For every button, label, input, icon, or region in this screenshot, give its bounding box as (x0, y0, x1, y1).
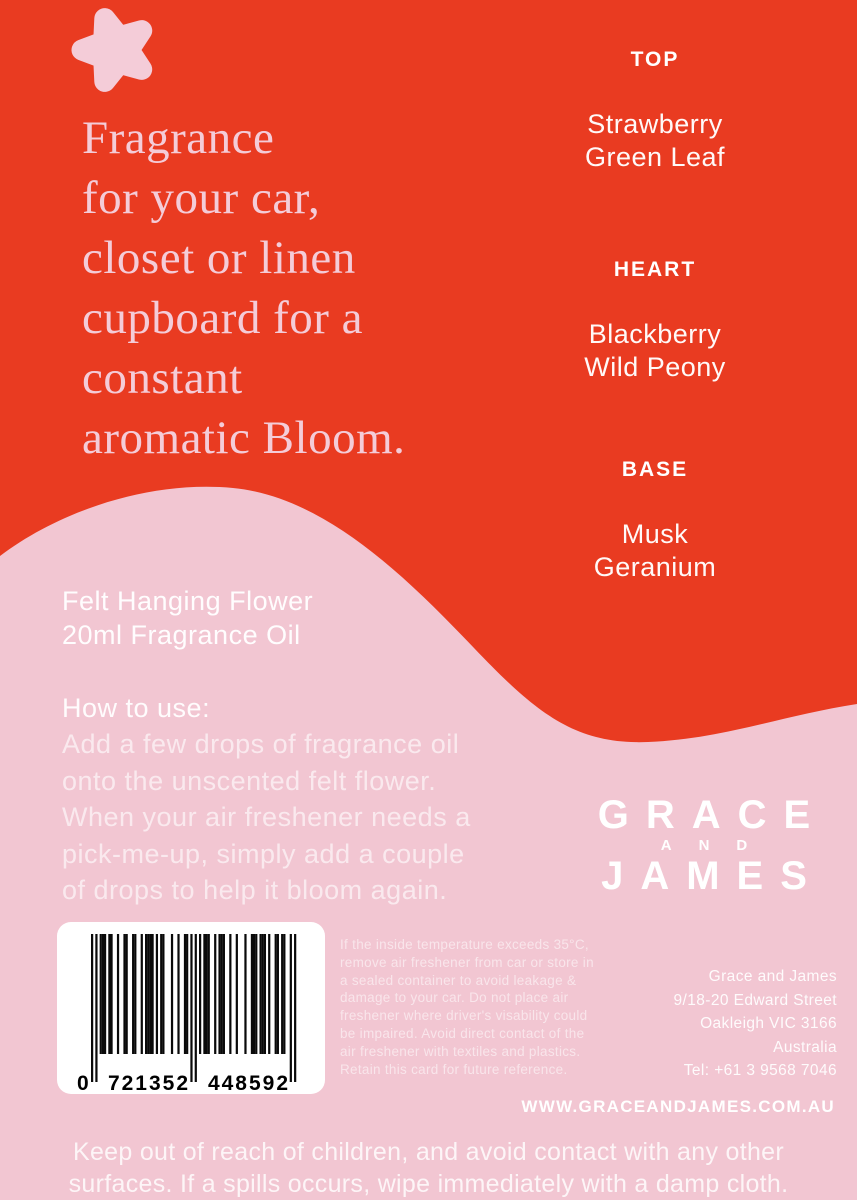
address-line: Grace and James (708, 968, 837, 985)
footer-line: surfaces. If a spills occurs, wipe immediately with a damp cloth. (68, 1170, 789, 1198)
how-to-use-line: When your air freshener needs a (62, 802, 471, 832)
how-to-use-line: pick-me-up, simply add a couple (62, 838, 465, 869)
star-blob-icon (60, 2, 172, 104)
address-line: Australia (773, 1038, 837, 1056)
warning-line: damage to your car. Do not place air (340, 990, 569, 1006)
scent-note-top (495, 48, 815, 174)
note-ingredient: Strawberry (587, 109, 723, 139)
address-line: Tel: +61 3 9568 7046 (683, 1062, 837, 1079)
headline-line: closet or linen (82, 232, 356, 284)
note-ingredient: Wild Peony (584, 352, 726, 382)
headline (82, 108, 405, 468)
warning-line: remove air freshener from car or store in (340, 954, 594, 970)
how-to-use-line: Add a few drops of fragrance oil (62, 729, 460, 759)
warning-line: If the inside temperature exceeds 35°C, (340, 937, 589, 952)
website-url: WWW.GRACEANDJAMES.COM.AU (521, 1097, 835, 1116)
how-to-use-section (62, 690, 471, 909)
warning-line: a sealed container to avoid leakage & (340, 972, 577, 988)
headline-line: cupboard for a (82, 292, 364, 344)
note-ingredient: Green Leaf (584, 142, 726, 172)
note-ingredient: Geranium (593, 552, 717, 582)
barcode-bars (71, 934, 311, 1094)
barcode-group2: 448592 (207, 1072, 291, 1094)
brand-logo (578, 794, 830, 897)
footer-line: Keep out of reach of children, and avoid contact with any other (72, 1138, 784, 1166)
note-ingredient: Blackberry (588, 319, 722, 349)
note-ingredient: Musk (621, 519, 689, 549)
logo-james: JAMES (601, 854, 824, 898)
logo-grace: GRACE (597, 793, 828, 837)
note-label: BASE (621, 458, 689, 481)
barcode-group1: 721352 (107, 1072, 191, 1094)
scent-note-base (495, 458, 815, 584)
how-to-use-line: of drops to help it bloom again. (62, 875, 448, 905)
barcode-lead-digit: 0 (77, 1072, 89, 1094)
headline-line: for your car, (82, 172, 321, 224)
note-label: TOP (630, 48, 680, 71)
product-size: 20ml Fragrance Oil (62, 620, 301, 650)
headline-line: aromatic Bloom. (82, 412, 406, 464)
how-to-use-heading: How to use: (62, 693, 211, 723)
address-line: Oakleigh VIC 3166 (700, 1015, 837, 1032)
product-info (62, 584, 313, 652)
address-line: 9/18-20 Edward Street (673, 991, 837, 1009)
how-to-use-line: onto the unscented felt flower. (62, 765, 437, 796)
headline-line: Fragrance (82, 112, 275, 164)
warning-line: be impaired. Avoid direct contact of the (340, 1025, 585, 1041)
logo-and: AND (660, 837, 775, 854)
warning-line: freshener where driver's visability could (340, 1008, 588, 1024)
product-name: Felt Hanging Flower (62, 586, 314, 616)
headline-line: constant (82, 352, 243, 404)
note-label: HEART (613, 258, 697, 281)
scent-note-heart (495, 258, 815, 384)
warning-line: air freshener with textiles and plastics. (340, 1043, 581, 1059)
company-address (537, 965, 837, 1083)
footer-warning (0, 1136, 857, 1200)
warning-line: Retain this card for future reference. (340, 1061, 568, 1077)
barcode (57, 922, 325, 1094)
